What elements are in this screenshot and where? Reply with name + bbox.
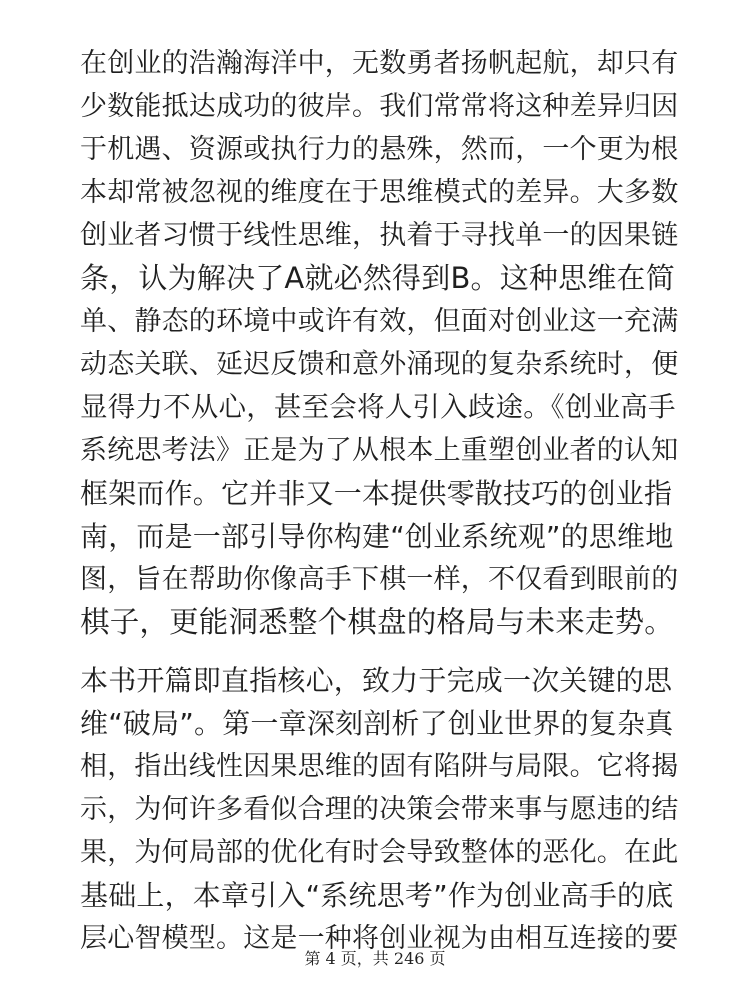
text-line: 南，而是一部引导你构建“创业系统观”的思维地 (80, 520, 674, 553)
text-line: 单、静态的环境中或许有效，但面对创业这一充满 (80, 306, 679, 337)
body-text (80, 42, 680, 960)
text-line: 基础上，本章引入“系统思考”作为创业高手的底 (80, 879, 674, 912)
text-line: 维“破局”。第一章深刻剖析了创业世界的复杂真 (80, 707, 674, 740)
text-line: 相，指出线性因果思维的固有陷阱与局限。它将揭 (80, 751, 679, 782)
text-line: 层心智模型。这是一种将创业视为由相互连接的要 (80, 923, 679, 954)
text-line: 果，为何局部的优化有时会导致整体的恶化。在此 (80, 837, 679, 868)
paragraph-gap (80, 644, 680, 659)
text-line: 显得力不从心，甚至会将人引入歧途。《创业高手 (80, 391, 676, 423)
text-line: 框架而作。它并非又一本提供零散技巧的创业指 (80, 477, 673, 510)
paragraph-2 (80, 659, 680, 960)
text-line: 棋子，更能洞悉整个棋盘的格局与未来走势。 (80, 605, 675, 639)
text-line: 系统思考法》正是为了从根本上重塑创业者的认知 (80, 435, 679, 466)
text-line: 少数能抵达成功的彼岸。我们常常将这种差异归因 (80, 91, 679, 122)
text-line: 动态关联、延迟反馈和意外涌现的复杂系统时，便 (80, 349, 679, 380)
text-line: 条，认为解决了A就必然得到B。这种思维在简 (80, 261, 675, 295)
text-line: 本却常被忽视的维度在于思维模式的差异。大多数 (80, 177, 679, 208)
text-line: 创业者习惯于线性思维，执着于寻找单一的因果链 (80, 220, 679, 251)
text-line: 于机遇、资源或执行力的悬殊，然而，一个更为根 (80, 134, 679, 165)
text-line: 本书开篇即直指核心，致力于完成一次关键的思 (80, 664, 673, 697)
text-line: 在创业的浩瀚海洋中，无数勇者扬帆起航，却只有 (80, 48, 679, 79)
text-line: 图，旨在帮助你像高手下棋一样，不仅看到眼前的 (80, 564, 679, 595)
paragraph-1 (80, 42, 680, 644)
page-number: 第 4 页，共 246 页 (304, 949, 446, 968)
text-line: 示，为何许多看似合理的决策会带来事与愿违的结 (80, 794, 679, 825)
